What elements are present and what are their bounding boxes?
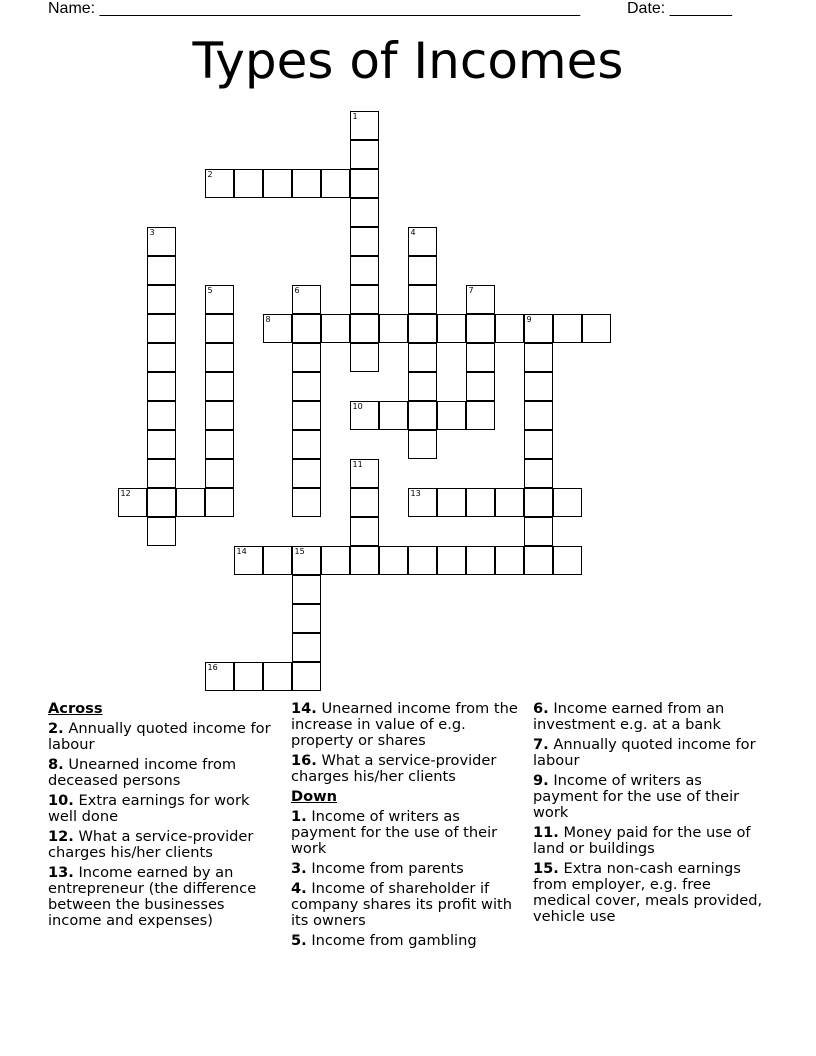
grid-cell[interactable] (466, 285, 495, 314)
page-title: Types of Incomes (192, 32, 624, 90)
grid-cell[interactable] (292, 662, 321, 691)
clue-across-8: 8. Unearned income from deceased persons (48, 756, 237, 789)
clue-number: 10 (352, 401, 363, 411)
grid-cell[interactable] (350, 227, 379, 256)
grid-cell[interactable] (408, 401, 437, 430)
grid-cell[interactable] (524, 372, 553, 401)
grid-cell[interactable] (524, 343, 553, 372)
grid-cell[interactable] (553, 546, 582, 575)
grid-cell[interactable] (350, 401, 379, 430)
clue-number: 6 (294, 285, 300, 295)
grid-cell[interactable] (408, 227, 437, 256)
grid-cell[interactable] (350, 285, 379, 314)
clue-down-7: 7. Annually quoted income for labour (533, 736, 756, 769)
grid-cell[interactable] (263, 546, 292, 575)
clue-down-4: 4. Income of shareholder if company shares its profit with its owners (291, 880, 513, 929)
grid-cell[interactable] (147, 372, 176, 401)
grid-cell[interactable] (437, 488, 466, 517)
grid-cell[interactable] (437, 401, 466, 430)
grid-cell[interactable] (147, 314, 176, 343)
clue-across-13: 13. Income earned by an entrepreneur (the difference between the businesses income and expenses) (48, 864, 257, 929)
grid-cell[interactable] (350, 111, 379, 140)
clue-number: 2 (207, 169, 213, 179)
grid-cell[interactable] (292, 459, 321, 488)
grid-cell[interactable] (408, 343, 437, 372)
grid-cell[interactable] (147, 343, 176, 372)
clue-column-2 (291, 701, 523, 953)
grid-cell[interactable] (205, 401, 234, 430)
grid-cell[interactable] (408, 314, 437, 343)
grid-cell[interactable] (234, 546, 263, 575)
grid-cell[interactable] (379, 401, 408, 430)
grid-cell[interactable] (292, 575, 321, 604)
grid-cell[interactable] (408, 546, 437, 575)
clue-column-1 (48, 701, 280, 933)
across-heading: Across (48, 700, 103, 717)
grid-cell[interactable] (524, 488, 553, 517)
clue-across-16: 16. What a service-provider charges his/her clients (291, 752, 497, 785)
clue-across-12: 12. What a service-provider charges his/her clients (48, 828, 254, 861)
grid-cell[interactable] (205, 662, 234, 691)
grid-cell[interactable] (350, 459, 379, 488)
grid-cell[interactable] (553, 314, 582, 343)
grid-cell[interactable] (176, 488, 205, 517)
grid-cell[interactable] (495, 488, 524, 517)
grid-cell[interactable] (263, 314, 292, 343)
grid-cell[interactable] (524, 401, 553, 430)
clue-number: 13 (410, 488, 421, 498)
grid-cell[interactable] (495, 314, 524, 343)
clue-across-14: 14. Unearned income from the increase in value of e.g. property or shares (291, 700, 518, 749)
grid-cell[interactable] (205, 372, 234, 401)
clue-down-3: 3. Income from parents (291, 860, 464, 877)
grid-cell[interactable] (350, 198, 379, 227)
grid-cell[interactable] (524, 546, 553, 575)
grid-cell[interactable] (350, 488, 379, 517)
grid-cell[interactable] (147, 401, 176, 430)
grid-cell[interactable] (466, 488, 495, 517)
grid-cell[interactable] (147, 459, 176, 488)
grid-cell[interactable] (466, 372, 495, 401)
clue-number: 5 (207, 285, 213, 295)
clue-down-1: 1. Income of writers as payment for the use of their work (291, 808, 498, 857)
grid-cell[interactable] (292, 546, 321, 575)
grid-cell[interactable] (147, 517, 176, 546)
grid-cell[interactable] (350, 169, 379, 198)
clue-column-3 (533, 701, 765, 929)
grid-cell[interactable] (524, 314, 553, 343)
clue-number: 15 (294, 546, 305, 556)
grid-cell[interactable] (205, 430, 234, 459)
grid-cell[interactable] (321, 169, 350, 198)
grid-cell[interactable] (292, 285, 321, 314)
grid-cell[interactable] (147, 488, 176, 517)
clue-down-15: 15. Extra non-cash earnings from employer, e.g. free medical cover, meals provided, vehicle use (533, 860, 763, 925)
grid-cell[interactable] (147, 256, 176, 285)
grid-cell[interactable] (466, 546, 495, 575)
clue-number: 1 (352, 111, 358, 121)
grid-cell[interactable] (205, 343, 234, 372)
grid-cell[interactable] (495, 546, 524, 575)
grid-cell[interactable] (408, 430, 437, 459)
grid-cell[interactable] (350, 256, 379, 285)
grid-cell[interactable] (205, 285, 234, 314)
grid-cell[interactable] (147, 285, 176, 314)
grid-cell[interactable] (466, 314, 495, 343)
clue-number: 16 (207, 662, 218, 672)
grid-cell[interactable] (292, 430, 321, 459)
grid-cell[interactable] (408, 256, 437, 285)
grid-cell[interactable] (292, 343, 321, 372)
clue-number: 12 (120, 488, 131, 498)
clue-number: 11 (352, 459, 363, 469)
grid-cell[interactable] (292, 372, 321, 401)
grid-cell[interactable] (118, 488, 147, 517)
clue-down-9: 9. Income of writers as payment for the use of their work (533, 772, 740, 821)
clue-number: 8 (265, 314, 271, 324)
grid-cell[interactable] (205, 488, 234, 517)
grid-cell[interactable] (466, 401, 495, 430)
clue-number: 4 (410, 227, 416, 237)
grid-cell[interactable] (263, 169, 292, 198)
grid-cell[interactable] (350, 314, 379, 343)
grid-cell[interactable] (292, 633, 321, 662)
grid-cell[interactable] (292, 314, 321, 343)
down-heading: Down (291, 788, 338, 805)
grid-cell[interactable] (234, 169, 263, 198)
grid-cell[interactable] (321, 314, 350, 343)
grid-cell[interactable] (379, 314, 408, 343)
grid-cell[interactable] (379, 546, 408, 575)
date-field-label[interactable]: Date: _______ (627, 0, 732, 17)
grid-cell[interactable] (408, 372, 437, 401)
grid-cell[interactable] (263, 662, 292, 691)
grid-cell[interactable] (437, 546, 466, 575)
clue-across-2: 2. Annually quoted income for labour (48, 720, 271, 753)
grid-cell[interactable] (350, 546, 379, 575)
clue-number: 7 (468, 285, 474, 295)
grid-cell[interactable] (437, 314, 466, 343)
grid-cell[interactable] (205, 169, 234, 198)
name-field-label[interactable]: Name: ______________________________________________________ (48, 0, 581, 17)
clue-number: 9 (526, 314, 532, 324)
grid-cell[interactable] (582, 314, 611, 343)
grid-cell[interactable] (292, 401, 321, 430)
grid-cell[interactable] (147, 430, 176, 459)
clue-down-6: 6. Income earned from an investment e.g. at a bank (533, 700, 725, 733)
grid-cell[interactable] (408, 488, 437, 517)
grid-cell[interactable] (205, 314, 234, 343)
grid-cell[interactable] (350, 343, 379, 372)
grid-cell[interactable] (524, 459, 553, 488)
clue-number: 3 (149, 227, 155, 237)
grid-cell[interactable] (350, 140, 379, 169)
grid-cell[interactable] (292, 604, 321, 633)
grid-cell[interactable] (205, 459, 234, 488)
clue-number: 14 (236, 546, 247, 556)
clue-down-5: 5. Income from gambling (291, 932, 477, 949)
grid-cell[interactable] (234, 662, 263, 691)
grid-cell[interactable] (466, 343, 495, 372)
grid-cell[interactable] (147, 227, 176, 256)
clue-across-10: 10. Extra earnings for work well done (48, 792, 250, 825)
grid-cell[interactable] (524, 517, 553, 546)
grid-cell[interactable] (524, 430, 553, 459)
grid-cell[interactable] (553, 488, 582, 517)
clue-down-11: 11. Money paid for the use of land or buildings (533, 824, 751, 857)
grid-cell[interactable] (408, 285, 437, 314)
grid-cell[interactable] (321, 546, 350, 575)
grid-cell[interactable] (292, 488, 321, 517)
grid-cell[interactable] (350, 517, 379, 546)
grid-cell[interactable] (292, 169, 321, 198)
